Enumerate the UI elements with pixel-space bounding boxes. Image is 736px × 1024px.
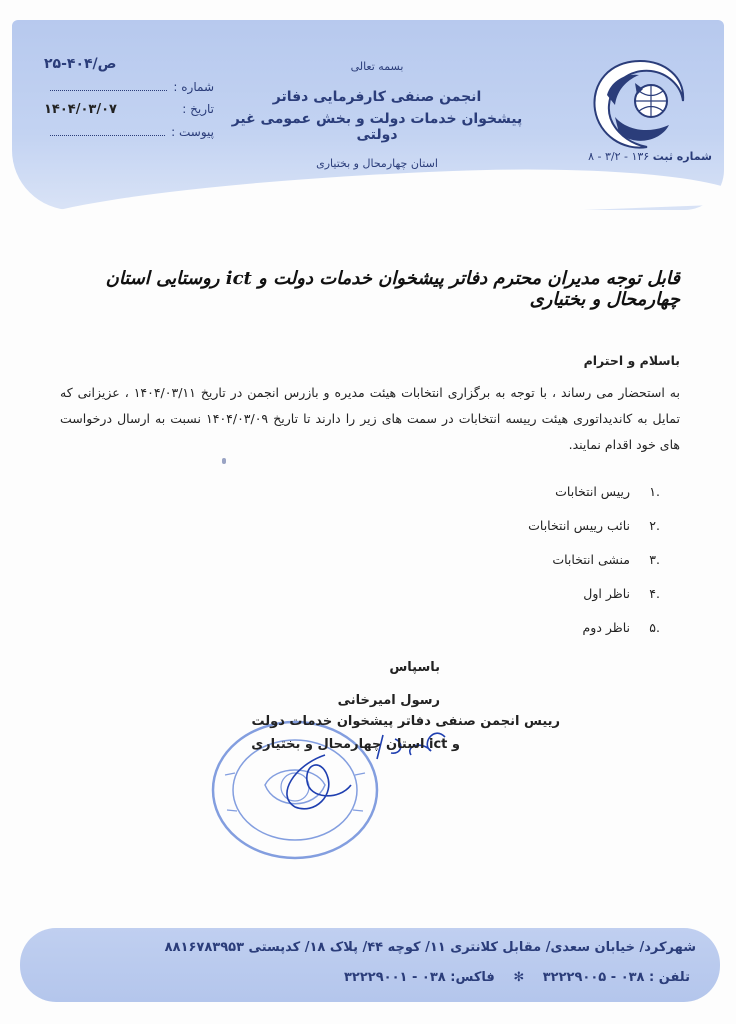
list-item xyxy=(60,586,660,620)
closing-thanks: باسپاس xyxy=(389,660,440,675)
signer-role-line2: و ict استان چهارمحال و بختیاری xyxy=(251,737,460,752)
list-number: .۴ xyxy=(649,586,660,601)
footer-phone: تلفن : ۰۳۸ - ۳۲۲۲۹۰۰۵ xyxy=(542,970,690,985)
body-paragraph: به استحضار می رساند ، با توجه به برگزاری انتخابات هیئت مدیره و بازرس انجمن در تاریخ ۱۴۰۴/۰۳/۱۱ ، عزیزانی که تمایل به کاندیداتوری هیئت رییسه انتخابات در سمت های زیر را دارند تا تاریخ ۱۴۰۴/۰۳/۰۹ نسبت به ارسال درخواست های خود اقدام نمایند. xyxy=(60,385,680,452)
position-label: ناظر اول xyxy=(583,586,630,601)
letter-body xyxy=(60,348,680,458)
date-value: ۱۴۰۴/۰۳/۰۷ xyxy=(44,102,117,117)
registration-label: شماره ثبت xyxy=(652,150,712,163)
list-number: .۵ xyxy=(649,620,660,635)
footer-contacts xyxy=(344,970,690,985)
list-item xyxy=(60,620,660,654)
association-logo-icon xyxy=(585,55,695,155)
position-label: منشی انتخابات xyxy=(552,552,630,567)
number-label: شماره : xyxy=(173,80,214,94)
list-number: .۳ xyxy=(649,552,660,567)
date-label: تاریخ : xyxy=(182,102,214,116)
document-number-value: ۲۵-۴۰۴/ص xyxy=(44,56,117,72)
registration-value: ۱۳۶ - ۳/۲ - ۸ xyxy=(588,150,650,163)
footer-address: شهرکرد/ خیابان سعدی/ مقابل کلانتری ۱۱/ کوچه ۴۴/ پلاک ۱۸/ کدپستی ۸۸۱۶۷۸۳۹۵۳ xyxy=(164,940,696,955)
attachment-label: پیوست : xyxy=(171,125,214,139)
date-row xyxy=(44,102,214,117)
attachment-row xyxy=(44,125,214,139)
closing-block xyxy=(120,660,560,752)
signer-name: رسول امیرخانی xyxy=(337,693,440,708)
letter-meta xyxy=(44,56,214,139)
province-name: استان چهارمحال و بختیاری xyxy=(316,157,438,170)
list-number: .۱ xyxy=(649,484,660,499)
position-label: ناظر دوم xyxy=(582,620,630,635)
org-name-line2: پیشخوان خدمات دولت و بخش عمومی غیر دولتی xyxy=(231,111,523,143)
letter-footer xyxy=(20,928,720,1002)
position-list xyxy=(60,484,660,654)
footer-fax: فاکس: ۰۳۸ - ۳۲۲۲۹۰۰۱ xyxy=(343,970,495,985)
list-item xyxy=(60,484,660,518)
ink-dot xyxy=(222,458,226,464)
signer-role-line1: رییس انجمن صنفی دفاتر پیشخوان خدمات دولت xyxy=(251,714,560,729)
org-name-line1: انجمن صنفی کارفرمایی دفاتر xyxy=(272,89,482,105)
list-number: .۲ xyxy=(649,518,660,533)
number-dots xyxy=(50,80,167,91)
attachment-dots xyxy=(50,125,165,136)
letterhead-center xyxy=(222,60,532,170)
number-row xyxy=(44,80,214,94)
position-label: رییس انتخابات xyxy=(555,484,630,499)
letter-title: قابل توجه مدیران محترم دفاتر پیشخوان خدمات دولت و ict روستایی استان چهارمحال و بختیاری xyxy=(105,268,680,310)
list-item xyxy=(60,518,660,552)
position-label: نائب رییس انتخابات xyxy=(528,518,630,533)
basmala: بسمه تعالی xyxy=(350,60,404,73)
greeting: باسلام و احترام xyxy=(583,353,680,368)
registration-number xyxy=(580,150,720,163)
list-item xyxy=(60,552,660,586)
asterisk-icon: ✻ xyxy=(513,970,525,985)
